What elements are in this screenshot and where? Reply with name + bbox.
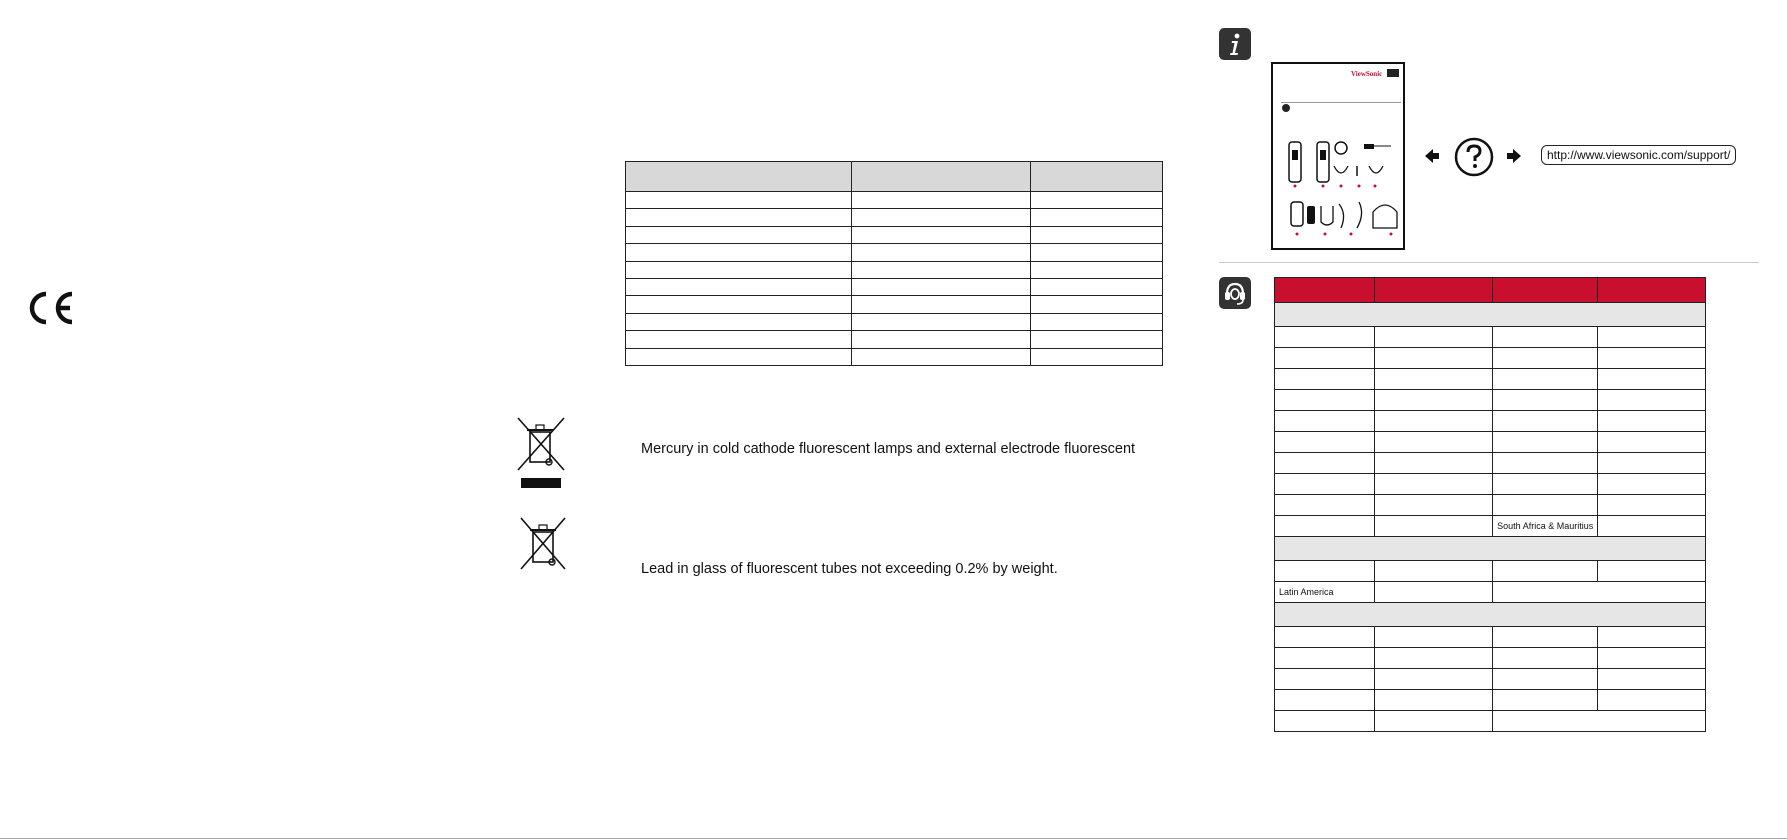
table-row: [1275, 432, 1706, 453]
table-row: [1275, 474, 1706, 495]
rohs-substance-table: [625, 161, 1163, 366]
table-row: [1275, 369, 1706, 390]
support-url-link[interactable]: http://www.viewsonic.com/support/: [1541, 145, 1736, 165]
package-contents-illustration: [1279, 136, 1399, 248]
ce-mark-icon: [26, 290, 78, 326]
headset-support-icon: [1219, 277, 1251, 309]
table-row: [626, 226, 1163, 243]
section-divider: [1219, 262, 1759, 263]
brand-badge-icon: [1387, 69, 1399, 77]
region-row: [1275, 603, 1706, 627]
table-row: [1275, 690, 1706, 711]
quick-start-guide-thumbnail: [1271, 62, 1405, 250]
table-row: [1275, 327, 1706, 348]
weee-crossed-bin-icon: [518, 515, 568, 571]
header-line: [1281, 102, 1401, 103]
bullet-icon: [1282, 104, 1290, 112]
table-row: [1275, 648, 1706, 669]
arrow-left-icon: [1424, 148, 1440, 164]
weee-crossed-bin-with-bar-icon: [515, 416, 567, 492]
table-row: [1275, 711, 1706, 732]
table-row: [1275, 348, 1706, 369]
mercury-exemption-text: Mercury in cold cathode fluorescent lamps and external electrode fluorescent: [641, 441, 1136, 457]
table-row: [1275, 582, 1706, 603]
page-bottom-rule: [0, 838, 1787, 839]
table-row: [626, 331, 1163, 348]
region-label-latin-america: Latin America: [1275, 582, 1375, 603]
region-label-south-africa: South Africa & Mauritius: [1493, 516, 1598, 537]
table-row: [1275, 669, 1706, 690]
table-row: [626, 296, 1163, 313]
table-row: [1275, 516, 1706, 537]
table-row: [1275, 495, 1706, 516]
customer-support-table: [1274, 277, 1706, 732]
brand-logo: ViewSonic: [1351, 70, 1383, 78]
table-header-row: [1275, 278, 1706, 303]
region-row: [1275, 537, 1706, 561]
table-row: [626, 261, 1163, 278]
arrow-right-icon: [1506, 148, 1522, 164]
table-row: [626, 244, 1163, 261]
table-row: [1275, 561, 1706, 582]
table-row: [1275, 453, 1706, 474]
region-row: [1275, 303, 1706, 327]
table-row: [1275, 390, 1706, 411]
table-header-row: [626, 162, 1163, 192]
table-row: [626, 313, 1163, 330]
info-icon: [1219, 28, 1251, 60]
question-icon: [1454, 137, 1494, 177]
table-row: [626, 192, 1163, 209]
table-row: [1275, 627, 1706, 648]
table-row: [626, 278, 1163, 295]
table-row: [1275, 411, 1706, 432]
table-row: [626, 209, 1163, 226]
table-row: [626, 348, 1163, 365]
lead-exemption-text: Lead in glass of fluorescent tubes not exceeding 0.2% by weight.: [641, 561, 1058, 577]
